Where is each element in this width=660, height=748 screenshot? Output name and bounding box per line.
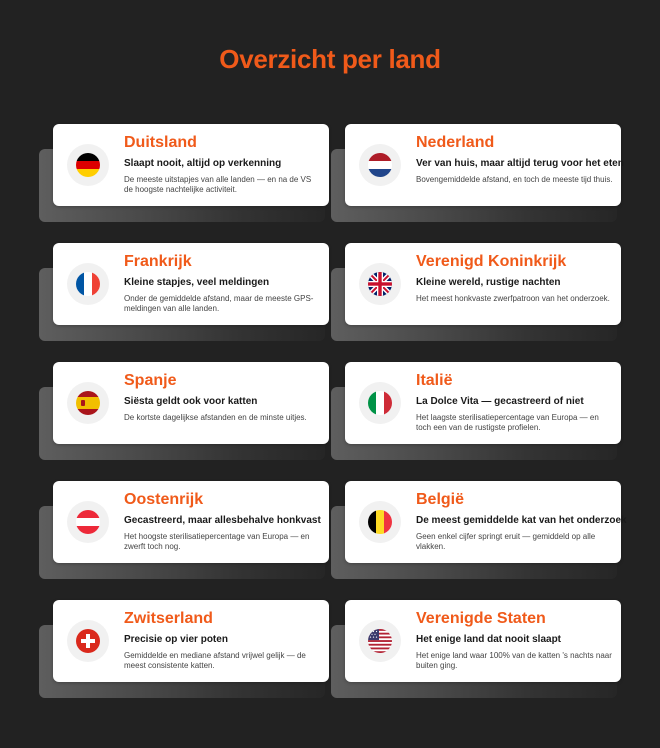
country-card-germany bbox=[53, 124, 329, 206]
country-card-france bbox=[53, 243, 329, 325]
country-headline: Het enige land dat nooit slaapt bbox=[416, 634, 562, 645]
country-name: Frankrijk bbox=[124, 253, 192, 270]
country-headline: Kleine wereld, rustige nachten bbox=[416, 277, 561, 288]
country-headline: Precisie op vier poten bbox=[124, 634, 228, 645]
country-card-slot bbox=[53, 362, 339, 462]
country-name: Verenigd Koninkrijk bbox=[416, 253, 567, 270]
country-card-slot bbox=[345, 481, 631, 581]
uk-flag-icon bbox=[359, 263, 401, 305]
country-description: De kortste dagelijkse afstanden en de minste uitjes. bbox=[124, 413, 307, 422]
country-name: Italië bbox=[416, 372, 453, 389]
country-card-switzerland bbox=[53, 600, 329, 682]
country-card-slot bbox=[53, 600, 339, 700]
country-description: Het enige land waar 100% van de katten 's nachts naar buiten ging. bbox=[416, 651, 612, 670]
country-headline: Ver van huis, maar altijd terug voor het eten bbox=[416, 158, 624, 169]
country-headline: Slaapt nooit, altijd op verkenning bbox=[124, 158, 282, 169]
country-description: Het meest honkvaste zwerfpatroon van het onderzoek. bbox=[416, 294, 610, 303]
country-card-belgium bbox=[345, 481, 627, 563]
country-name: Oostenrijk bbox=[124, 491, 204, 508]
country-card-slot bbox=[53, 243, 339, 343]
country-card-slot bbox=[345, 124, 631, 224]
country-card-spain bbox=[53, 362, 329, 444]
country-headline: De meest gemiddelde kat van het onderzoek bbox=[416, 515, 627, 526]
country-headline: Gecastreerd, maar allesbehalve honkvast bbox=[124, 515, 321, 526]
page-title: Overzicht per land bbox=[219, 44, 441, 74]
country-card-slot bbox=[53, 481, 339, 581]
country-card-slot bbox=[345, 362, 631, 462]
spain-flag-icon bbox=[67, 382, 109, 424]
country-description: Het hoogste sterilisatiepercentage van Europa — en zwerft toch nog. bbox=[124, 532, 310, 551]
germany-flag-icon bbox=[67, 144, 109, 186]
country-description: Geen enkel cijfer springt eruit — gemiddeld op alle vlakken. bbox=[416, 532, 596, 551]
country-name: Duitsland bbox=[124, 134, 197, 151]
country-description: Het laagste sterilisatiepercentage van Europa — en toch een van de rustigste profielen. bbox=[416, 413, 599, 432]
netherlands-flag-icon bbox=[359, 144, 401, 186]
france-flag-icon bbox=[67, 263, 109, 305]
country-card-austria bbox=[53, 481, 329, 563]
country-name: Spanje bbox=[124, 372, 177, 389]
country-headline: Siësta geldt ook voor katten bbox=[124, 396, 258, 407]
belgium-flag-icon bbox=[359, 501, 401, 543]
country-card-slot bbox=[345, 243, 631, 343]
country-card-united-states bbox=[345, 600, 621, 682]
country-name: Nederland bbox=[416, 134, 495, 151]
country-name: Verenigde Staten bbox=[416, 610, 546, 627]
country-headline: Kleine stapjes, veel meldingen bbox=[124, 277, 270, 288]
country-name: België bbox=[416, 491, 465, 508]
country-card-netherlands bbox=[345, 124, 624, 206]
country-card-slot bbox=[345, 600, 631, 700]
country-description: De meeste uitstapjes van alle landen — en na de VS de hoogste nachtelijke activiteit. bbox=[124, 175, 312, 194]
country-headline: La Dolce Vita — gecastreerd of niet bbox=[416, 396, 584, 407]
country-name: Zwitserland bbox=[124, 610, 213, 627]
switzerland-flag-icon bbox=[67, 620, 109, 662]
country-description: Onder de gemiddelde afstand, maar de meeste GPS-meldingen van alle landen. bbox=[124, 294, 314, 313]
austria-flag-icon bbox=[67, 501, 109, 543]
country-card-united-kingdom bbox=[345, 243, 621, 325]
italy-flag-icon bbox=[359, 382, 401, 424]
country-description: Bovengemiddelde afstand, en toch de meeste tijd thuis. bbox=[416, 175, 613, 184]
usa-flag-icon bbox=[359, 620, 401, 662]
country-description: Gemiddelde en mediane afstand vrijwel gelijk — de meest consistente katten. bbox=[124, 651, 306, 670]
country-card-italy bbox=[345, 362, 621, 444]
country-card-slot bbox=[53, 124, 339, 224]
